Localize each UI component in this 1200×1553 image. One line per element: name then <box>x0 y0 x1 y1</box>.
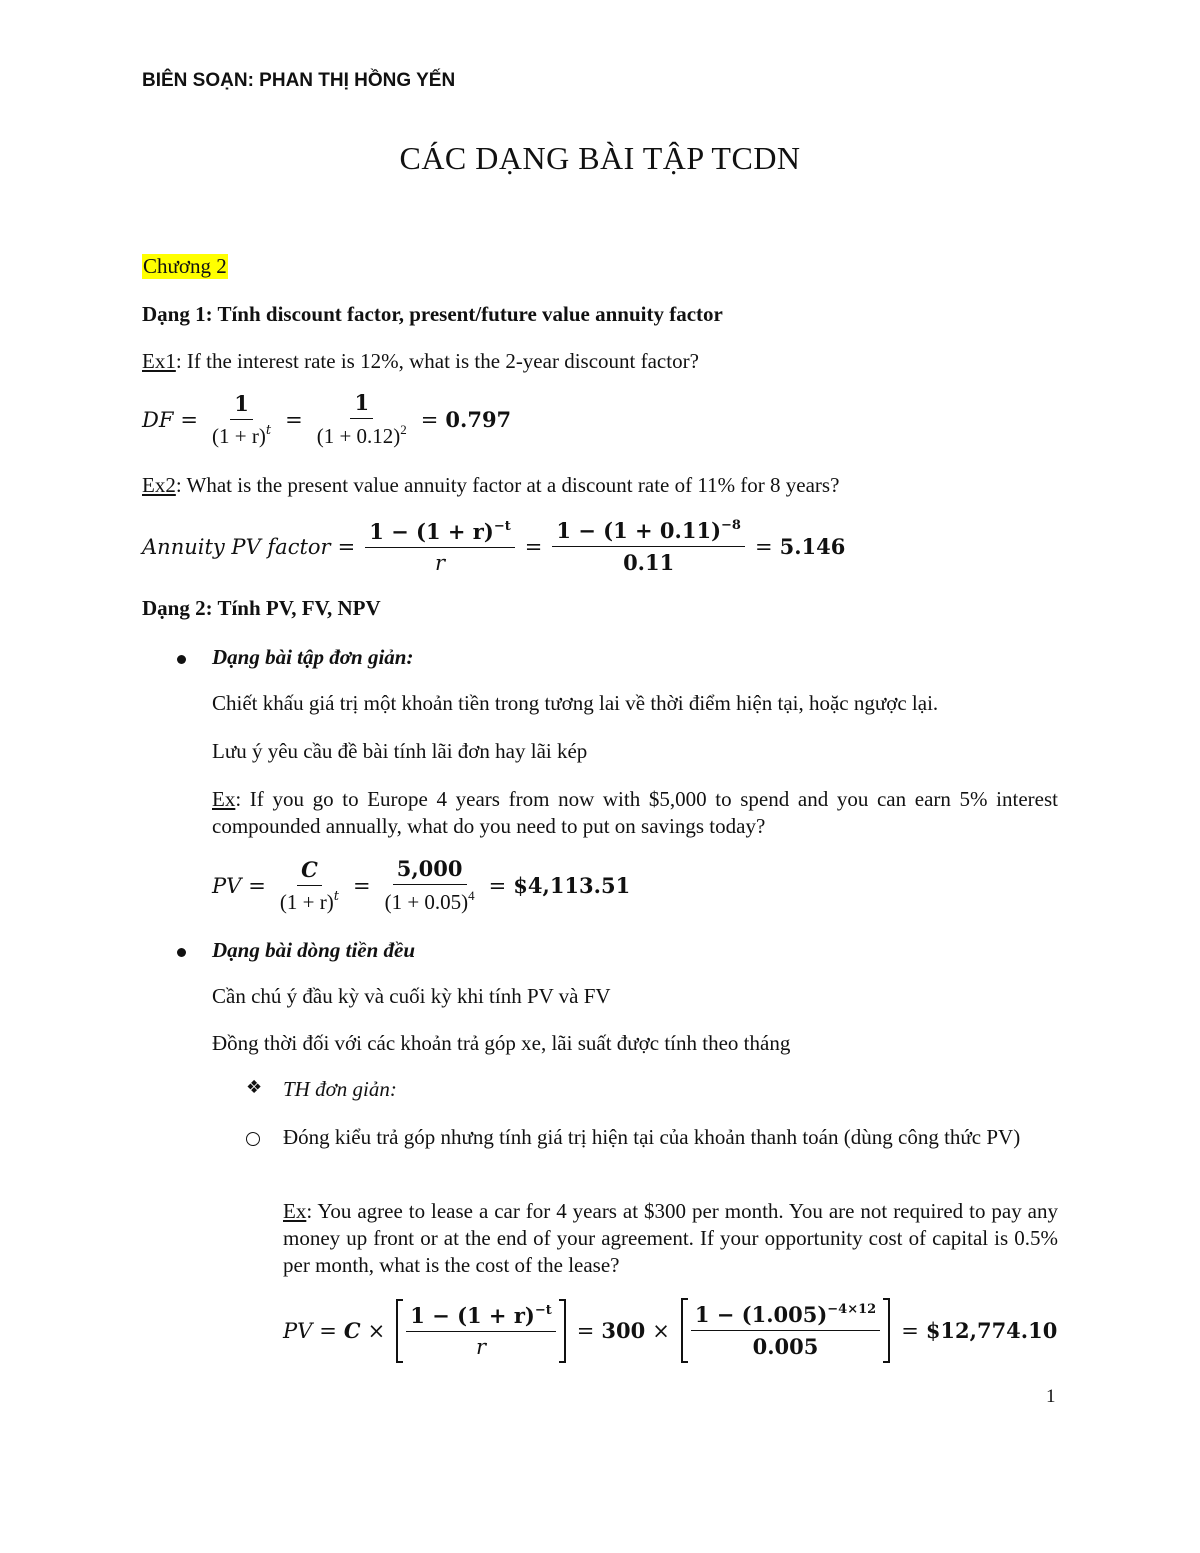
eq1-fraction-1: $\frac{1}{(1 + r)^t}$ <box>212 390 272 448</box>
bullet-icon <box>177 948 186 957</box>
bullet-2-paragraph-2: Đồng thời đối với các khoản trả góp xe, lãi suất được tính theo tháng <box>212 1031 791 1055</box>
eq1-result: 0.797 <box>445 407 512 432</box>
eq2-result: 5.146 <box>779 534 846 559</box>
page-number: 1 <box>1046 1386 1056 1407</box>
section-heading-dang2: Dạng 2: Tính PV, FV, NPV <box>142 596 381 620</box>
eq4-bracket-2: $\frac{1 - (1.005)^{-4\times 12}}{0.005}$ <box>681 1298 890 1363</box>
eq2-fraction-2: $\frac{1 - (1 + 0.11)^{-8}}{0.11}$ <box>552 518 745 575</box>
eq4-lhs: PV <box>283 1318 313 1343</box>
chapter-label: Chương 2 <box>143 254 227 278</box>
eq1-fraction-2: $\frac{1}{(1 + 0.12)^2}$ <box>316 390 407 448</box>
example-4 <box>283 1198 1058 1279</box>
example-4-label: Ex <box>283 1199 307 1223</box>
circle-bullet-icon <box>246 1132 260 1146</box>
sub-bullet-title: TH đơn giản: <box>283 1077 397 1101</box>
example-3-text: : If you go to Europe 4 years from now with $5,000 to spend and you can earn 5% interest compounded annually, what do you need to put on savings today? <box>212 787 1058 838</box>
example-2 <box>142 472 839 499</box>
bullet-icon <box>177 655 186 664</box>
example-2-label: Ex2 <box>142 473 176 497</box>
equation-annuity-pv-factor: Annuity PV factor = $\frac{1 - (1 + r)^{-t}}{r}$ = $\frac{1 - (1 + 0.11)^{-8}}{0.11}$ = 5.146 <box>142 518 846 575</box>
bullet-1-paragraph-1: Chiết khấu giá trị một khoản tiền trong tương lai về thời điểm hiện tại, hoặc ngược lại. <box>212 691 939 715</box>
sub-bullet-item: Đóng kiểu trả góp nhưng tính giá trị hiện tại của khoản thanh toán (dùng công thức PV) <box>283 1125 1021 1149</box>
eq3-lhs: PV <box>212 873 242 898</box>
equation-lease-cost: PV = C × $\frac{1 - (1 + r)^{-t}}{r}$ = 300 × $\frac{1 - (1.005)^{-4\times 12}}{0.005}$ = $12,774.10 <box>283 1298 1057 1363</box>
bullet-2-paragraph-1: Cần chú ý đầu kỳ và cuối kỳ khi tính PV và FV <box>212 984 611 1008</box>
section-heading-dang1: Dạng 1: Tính discount factor, present/future value annuity factor <box>142 302 723 326</box>
eq4-c2: 300 <box>601 1318 646 1343</box>
diamond-bullet-icon: ❖ <box>246 1077 263 1098</box>
bullet-1-paragraph-2: Lưu ý yêu cầu đề bài tính lãi đơn hay lãi kép <box>212 739 588 763</box>
example-2-text: : What is the present value annuity factor at a discount rate of 11% for 8 years? <box>175 473 840 497</box>
example-3-label: Ex <box>212 787 236 811</box>
eq2-lhs: Annuity PV factor <box>142 534 331 559</box>
example-3 <box>212 786 1058 840</box>
bullet-2-title: Dạng bài dòng tiền đều <box>212 938 416 962</box>
eq4-bracket-1: $\frac{1 - (1 + r)^{-t}}{r}$ <box>396 1299 566 1363</box>
document-title: CÁC DẠNG BÀI TẬP TCDN <box>399 140 801 176</box>
eq3-fraction-2: $\frac{5,000}{(1 + 0.05)^4}$ <box>384 856 475 914</box>
equation-present-value: PV = $\frac{C}{(1 + r)^t}$ = $\frac{5,000}{(1 + 0.05)^4}$ = $4,113.51 <box>212 856 631 914</box>
eq4-c: C <box>343 1318 361 1343</box>
equation-discount-factor: DF = $\frac{1}{(1 + r)^t}$ = $\frac{1}{(1 + 0.12)^2}$ = 0.797 <box>142 390 512 448</box>
bullet-1-title: Dạng bài tập đơn giản: <box>212 645 414 669</box>
document-header: BIÊN SOẠN: PHAN THỊ HỒNG YẾN <box>142 70 456 91</box>
example-1-label: Ex1 <box>142 349 176 373</box>
example-1 <box>142 348 699 375</box>
eq4-result: $12,774.10 <box>925 1318 1058 1343</box>
eq1-lhs: DF <box>142 407 174 432</box>
example-1-text: : If the interest rate is 12%, what is the 2-year discount factor? <box>175 349 699 373</box>
eq3-fraction-1: $\frac{C}{(1 + r)^t}$ <box>279 856 339 914</box>
eq3-result: $4,113.51 <box>513 873 631 898</box>
example-4-text: : You agree to lease a car for 4 years at $300 per month. You are not required to pay any money up front or at the end of your agreement. If your opportunity cost of capital is 0.5% per month, what is the cost of the lease? <box>283 1199 1058 1277</box>
eq2-fraction-1: $\frac{1 - (1 + r)^{-t}}{r}$ <box>365 519 515 575</box>
